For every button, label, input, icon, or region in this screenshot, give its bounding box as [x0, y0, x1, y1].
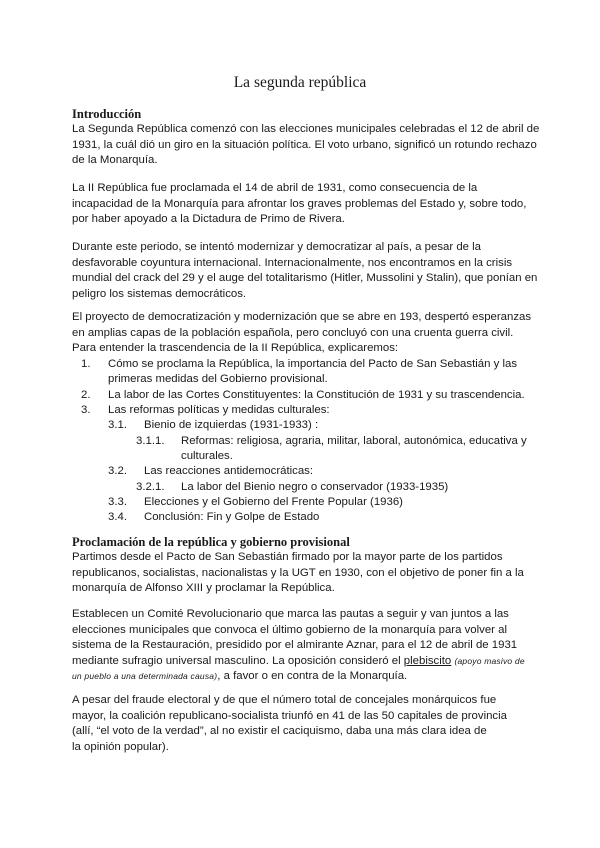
text-line: incapacidad de la Monarquía para afrontar los graves problemas del Estado y, sobre todo, — [72, 197, 527, 210]
text-line: monarquía de Alfonso XIII y proclamar la República. — [72, 582, 335, 594]
list-item-continued: primeras medidas del Gobierno provisional. — [108, 373, 328, 385]
list-item: La labor de las Cortes Constituyentes: la Constitución de 1931 y su trascendencia. — [108, 389, 525, 401]
intro-paragraph-4 — [72, 310, 532, 357]
definition-note: (apoyo masivo de — [454, 655, 525, 666]
list-number: 3.2.1. — [136, 481, 165, 493]
text-line: El proyecto de democratización y modernización que se abre en 193, despertó esperanzas — [72, 311, 532, 323]
section2-paragraph-3 — [72, 693, 532, 755]
text-line: desfavorable coyuntura internacional. Internacionalmente, nos encontramos en la crisis — [72, 256, 513, 269]
text-line: La II República fue proclamada el 14 de abril de 1931, como consecuencia de la — [72, 182, 478, 194]
list-item: Las reformas políticas y medidas culturales: — [108, 404, 330, 416]
list-number: 3.2. — [108, 465, 127, 477]
list-number: 2. — [81, 389, 91, 401]
text-line — [72, 669, 532, 685]
list-item: Las reacciones antidemocráticas: — [144, 465, 314, 477]
intro-paragraph-2 — [72, 181, 532, 228]
list-number: 3.1.1. — [136, 435, 165, 447]
list-item: La labor del Bienio negro o conservador (1933-1935) — [181, 481, 449, 493]
definition-note: un pueblo a una determinada causa) — [72, 671, 218, 681]
text-line: elecciones municipales que convoca el último gobierno de la monarquía para volver al — [72, 623, 507, 636]
text-fragment: , a favor o en contra de la Monarquía. — [217, 670, 408, 682]
section2-paragraph-1 — [72, 550, 532, 597]
list-number: 3. — [81, 404, 91, 416]
text-line: La Segunda República comenzó con las elecciones municipales celebradas el 12 de abril de — [72, 123, 540, 135]
text-fragment: mediante sufragio universal masculino. La oposición consideró el — [72, 654, 404, 667]
list-item: Bienio de izquierdas (1931-1933) : — [144, 419, 319, 431]
text-line — [72, 654, 532, 670]
text-line: 1931, la cuál dió un giro en la situación política. El voto urbano, significó un rotundo rechazo — [72, 138, 537, 151]
list-item-continued: culturales. — [181, 450, 233, 462]
list-item: Reformas: religiosa, agraria, militar, laboral, autonómica, educativa y — [181, 435, 527, 447]
text-line: Establecen un Comité Revolucionario que marca las pautas a seguir y van juntos a las — [72, 608, 509, 620]
document-title: La segunda república — [233, 74, 367, 91]
text-line: peligro los sistemas democráticos. — [72, 287, 247, 300]
section-heading: Proclamación de la república y gobierno provisional — [72, 535, 350, 549]
plebiscito-link[interactable]: plebiscito — [403, 654, 452, 667]
list-number: 3.4. — [108, 511, 127, 523]
intro-paragraph-1 — [72, 122, 540, 169]
intro-paragraph-3 — [72, 240, 538, 302]
text-line: en amplias capas de la población española, pero concluyó con una cruenta guerra civil. — [72, 326, 514, 339]
text-line: por haber apoyado a la Dictadura de Primo de Rivera. — [72, 213, 345, 225]
text-line: de la Monarquía. — [72, 154, 158, 166]
text-line: Durante este periodo, se intentó modernizar y democratizar al país, a pesar de la — [72, 241, 482, 253]
text-line: (allí, “el voto de la verdad”, al no existir el caciquismo, daba una más clara idea de — [72, 725, 487, 737]
list-item: Conclusión: Fin y Golpe de Estado — [144, 511, 320, 523]
text-line: A pesar del fraude electoral y de que el número total de concejales monárquicos fue — [72, 694, 497, 706]
text-line: la opinión popular). — [72, 740, 169, 753]
text-line: mundial del crack del 29 y el auge del totalitarismo (Hitler, Mussolini y Stalin), que ponían en — [72, 272, 538, 284]
list-item: Cómo se proclama la República, la importancia del Pacto de San Sebastián y las — [108, 358, 518, 370]
text-line: sistema de la Restauración, presidido por el almirante Aznar, para el 12 de abril de 1931 — [72, 639, 518, 651]
text-line: republicanos, socialistas, nacionalistas y la UGT en 1930, con el objetivo de poner fin a la — [72, 566, 524, 579]
intro-heading: Introducción — [72, 107, 142, 121]
list-item: Elecciones y el Gobierno del Frente Popular (1936) — [144, 496, 403, 508]
list-number: 3.1. — [108, 419, 127, 431]
section2-paragraph-2 — [72, 607, 532, 685]
list-number: 1. — [81, 358, 91, 370]
list-number: 3.3. — [108, 496, 127, 508]
text-line: mayor, la coalición republicano-socialista triunfó en 41 de las 50 capitales de provincia — [72, 709, 507, 722]
text-line: Para entender la trascendencia de la II República, explicaremos: — [72, 342, 399, 354]
text-line: Partimos desde el Pacto de San Sebastián firmado por la mayor parte de los partidos — [72, 551, 503, 563]
